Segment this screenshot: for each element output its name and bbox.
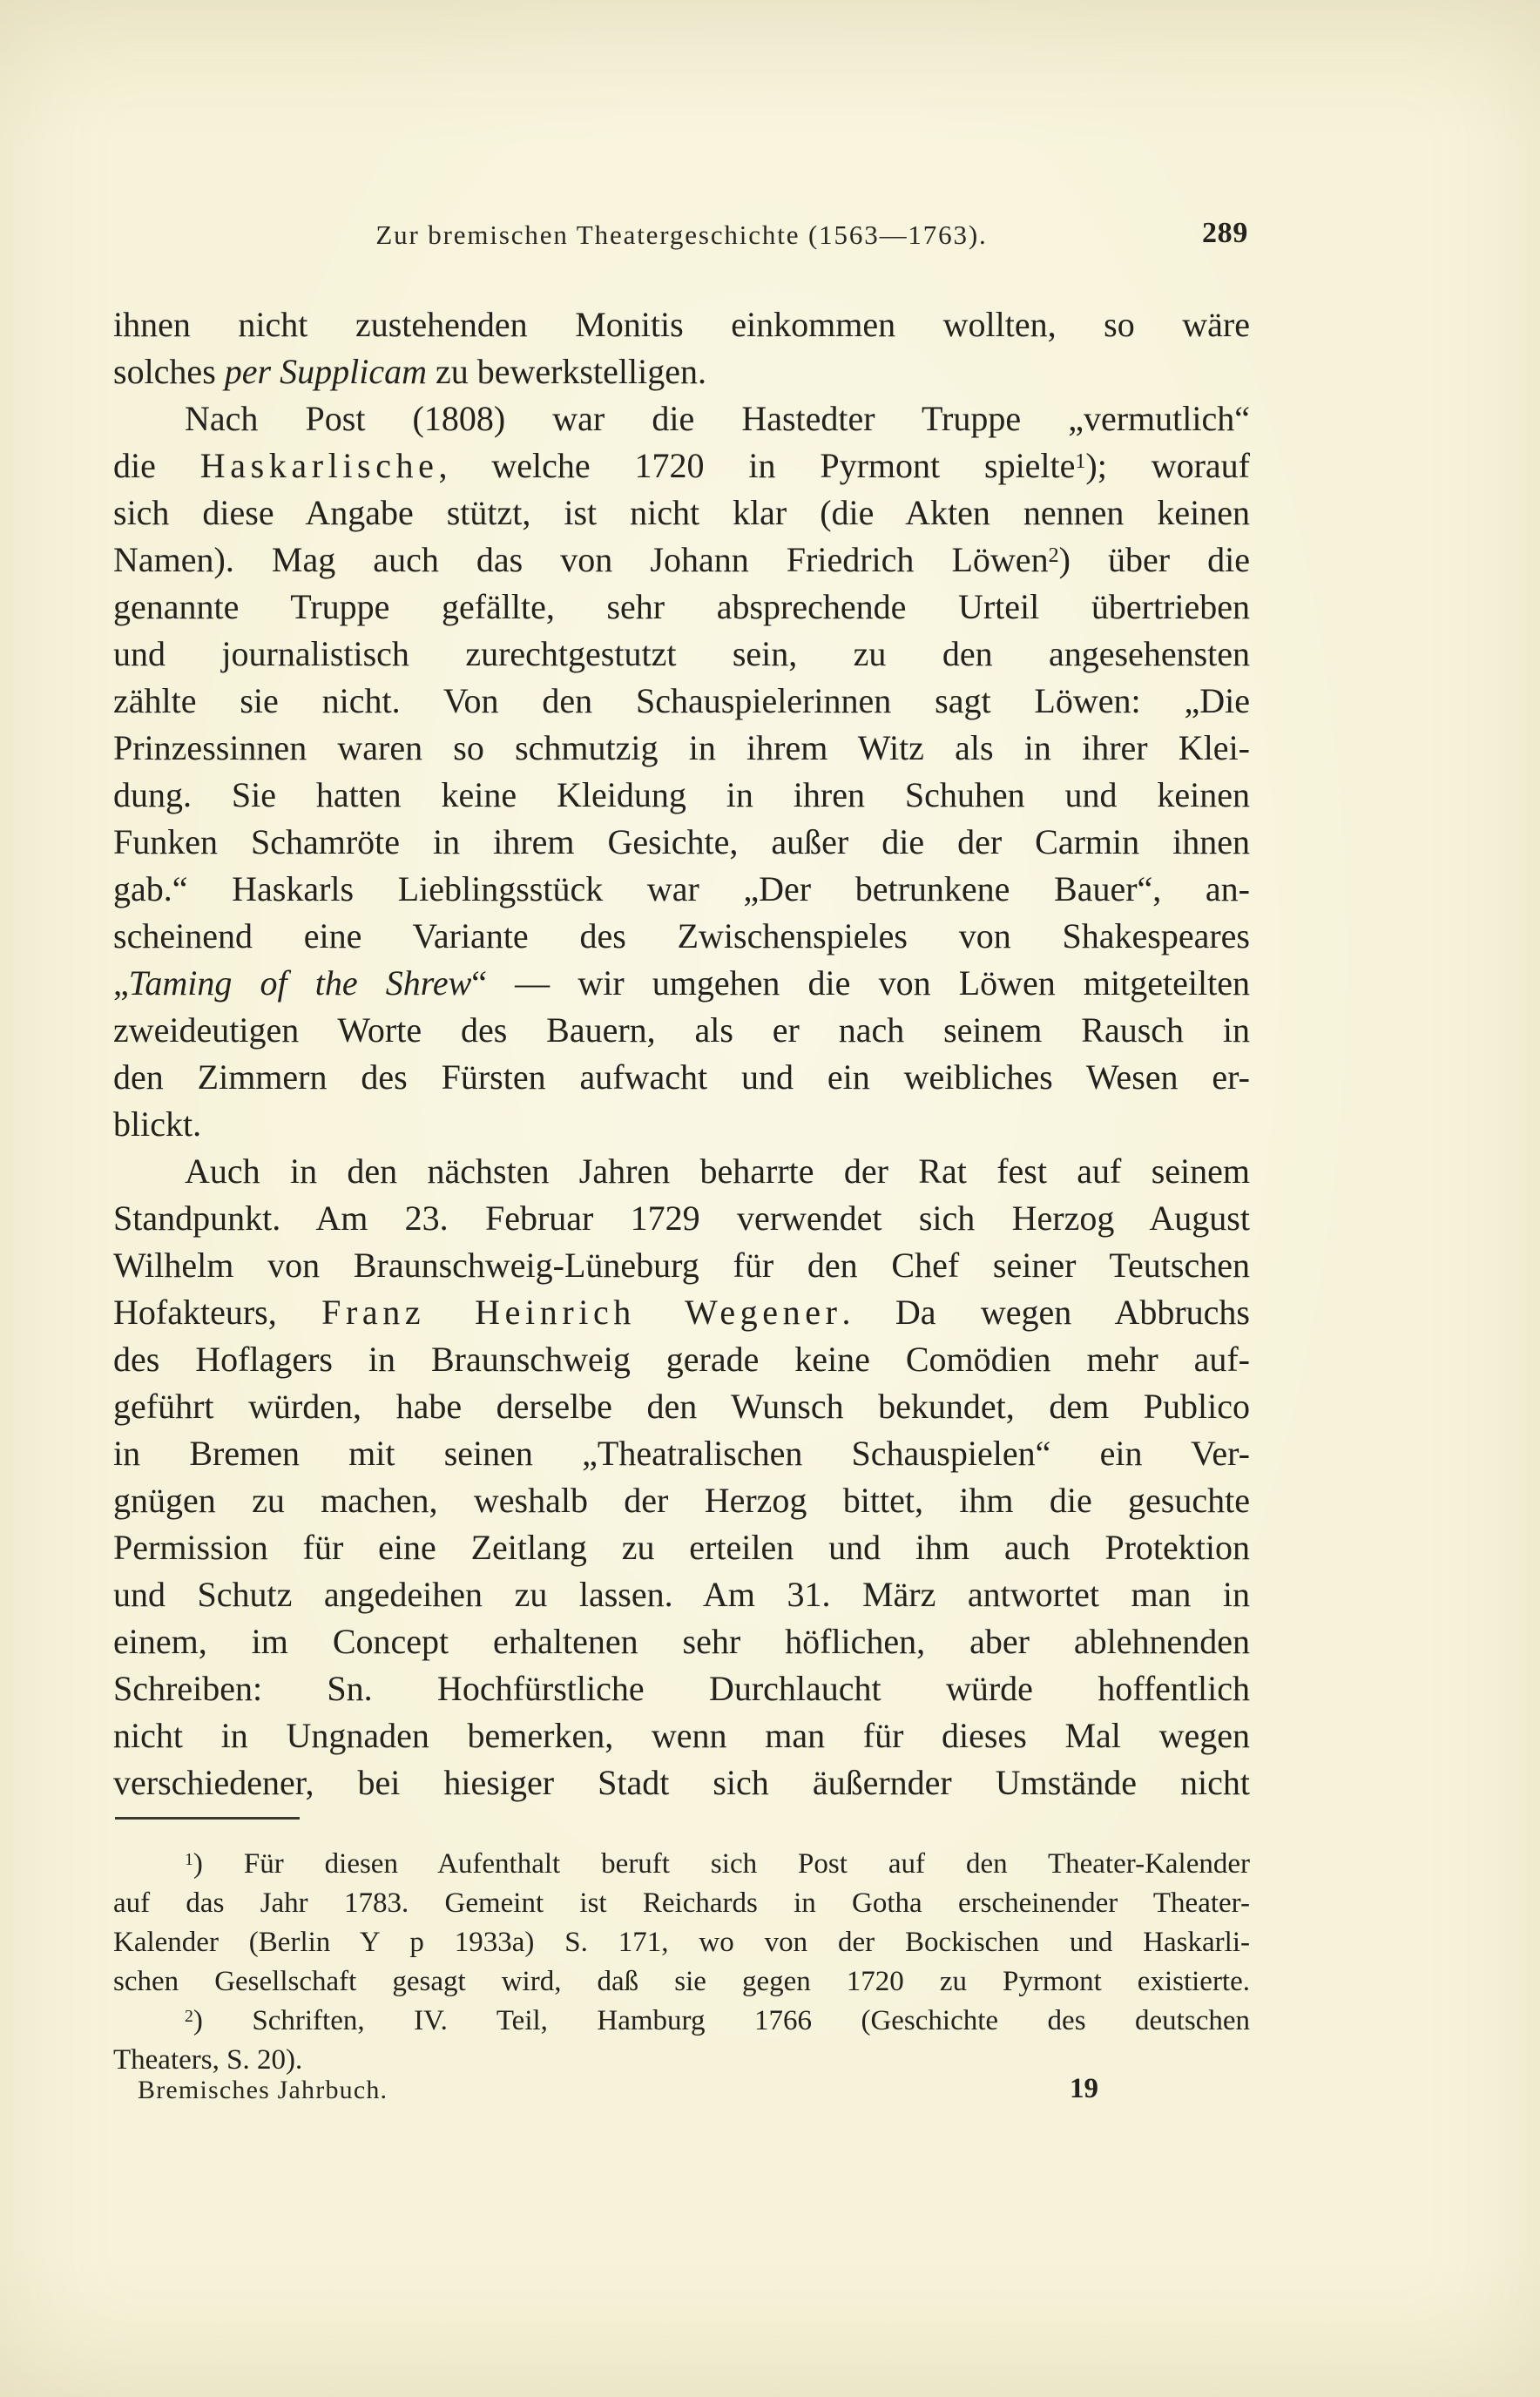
text-run: nicht in Ungnaden bemerken, wenn man für dieses Mal wegen [113, 1716, 1250, 1755]
footnote-marker: 2 [185, 2007, 193, 2027]
text-run: Prinzessinnen waren so schmutzig in ihrem Witz als in ihrer Klei- [113, 728, 1250, 767]
running-title: Zur bremischen Theatergeschichte (1563—1763). [375, 219, 988, 250]
text-line [113, 1884, 1250, 1923]
text-run: Wilhelm von Braunschweig-Lüneburg für den Chef seiner Teutschen [113, 1246, 1250, 1285]
text-run: Kalender (Berlin Y p 1933a) S. 171, wo von der Bockischen und Haskarli- [113, 1927, 1250, 1958]
text-line [113, 1336, 1250, 1383]
text-line [113, 631, 1250, 678]
text-line [113, 1712, 1250, 1759]
text-run: den Zimmern des Fürsten aufwacht und ein weibliches Wesen er- [113, 1057, 1250, 1097]
text-run: die [113, 446, 200, 485]
text-run: ihnen nicht zustehenden Monitis einkommen wollten, so wäre [113, 305, 1250, 344]
footnote-marker: 1 [1075, 450, 1086, 474]
text-run: Haskarlische [199, 446, 439, 485]
page-header [113, 219, 1250, 258]
text-line [113, 348, 1250, 395]
text-line [113, 301, 1250, 348]
text-line [113, 584, 1250, 631]
footnotes-block [113, 1845, 1250, 2080]
imprint-label: Bremisches Jahrbuch. [138, 2076, 388, 2104]
text-run: einem, im Concept erhaltenen sehr höflichen, aber ablehnenden [113, 1622, 1250, 1661]
text-run: Nach Post (1808) war die Hastedter Truppe „vermutlich“ [185, 399, 1250, 438]
text-run: ) Für diesen Aufenthalt beruft sich Post auf den Theater-Kalender [192, 1848, 1250, 1880]
text-line [113, 1430, 1250, 1477]
text-run: geführt würden, habe derselbe den Wunsch bekundet, dem Publico [113, 1387, 1250, 1426]
text-run: . Da wegen Abbruchs [841, 1293, 1250, 1332]
page-number: 289 [1201, 217, 1248, 249]
text-run: verschiedener, bei hiesiger Stadt sich äußernder Umstände nicht [113, 1763, 1250, 1802]
text-line [113, 678, 1250, 725]
signature-number: 19 [1070, 2073, 1098, 2104]
text-run: “ — wir umgehen die von Löwen mitgeteilten [471, 963, 1250, 1003]
text-run: gab.“ Haskarls Lieblingsstück war „Der betrunkene Bauer“, an- [113, 869, 1250, 908]
text-run: und journalistisch zurechtgestutzt sein, zu den angesehensten [113, 634, 1250, 673]
text-line [113, 772, 1250, 819]
text-line [113, 1148, 1250, 1195]
text-run: scheinend eine Variante des Zwischenspieles von Shakespeares [113, 916, 1250, 955]
text-run: , welche 1720 in Pyrmont spielte [438, 446, 1076, 485]
text-line [113, 1195, 1250, 1242]
text-line [113, 1242, 1250, 1289]
text-line [113, 913, 1250, 960]
text-run: Standpunkt. Am 23. Februar 1729 verwendet sich Herzog August [113, 1198, 1250, 1238]
text-line [113, 1007, 1250, 1054]
body-text-block [113, 301, 1250, 1806]
text-line [113, 1618, 1250, 1665]
text-run: per Supplicam [224, 352, 427, 391]
text-run: Auch in den nächsten Jahren beharrte der Rat fest auf seinem [185, 1151, 1250, 1191]
text-run: solches [113, 352, 225, 391]
text-line [113, 395, 1250, 442]
text-run: schen Gesellschaft gesagt wird, daß sie gegen 1720 zu Pyrmont existierte. [113, 1966, 1250, 1997]
text-line [113, 1845, 1250, 1884]
text-line [113, 1524, 1250, 1571]
text-run: Namen). Mag auch das von Johann Friedrich Löwen [113, 540, 1049, 579]
text-run: Theaters, S. 20). [113, 2044, 303, 2076]
text-run: auf das Jahr 1783. Gemeint ist Reichards in Gotha erscheinender Theater- [113, 1887, 1250, 1919]
text-run: Taming of the Shrew [128, 963, 472, 1003]
text-run: genannte Truppe gefällte, sehr absprechende Urteil übertrieben [113, 587, 1250, 626]
footnote-separator-rule [115, 1817, 300, 1820]
text-line [113, 490, 1250, 537]
text-run: ) über die [1058, 540, 1251, 579]
text-line [113, 1923, 1250, 1962]
text-run: ) Schriften, IV. Teil, Hamburg 1766 (Geschichte des deutschen [192, 2005, 1250, 2036]
text-run: sich diese Angabe stützt, ist nicht klar (die Akten nennen keinen [113, 493, 1250, 532]
footnote-marker: 1 [185, 1850, 193, 1870]
text-run: Permission für eine Zeitlang zu erteilen und ihm auch Protektion [113, 1528, 1250, 1567]
text-run: Schreiben: Sn. Hochfürstliche Durchlaucht würde hoffentlich [113, 1669, 1250, 1708]
text-run: zählte sie nicht. Von den Schauspielerinnen sagt Löwen: „Die [113, 681, 1250, 720]
text-line [113, 819, 1250, 866]
text-line [113, 1759, 1250, 1806]
text-run: blickt. [113, 1104, 202, 1144]
text-line [113, 442, 1250, 490]
text-line [113, 1289, 1250, 1336]
text-line [113, 960, 1250, 1007]
text-run: gnügen zu machen, weshalb der Herzog bittet, ihm die gesuchte [113, 1481, 1250, 1520]
text-run: zweideutigen Worte des Bauern, als er nach seinem Rausch in [113, 1010, 1250, 1050]
page-footer [113, 2073, 1250, 2108]
text-run: und Schutz angedeihen zu lassen. Am 31. März antwortet man in [113, 1575, 1250, 1614]
text-run: Franz Heinrich Wegener [321, 1293, 842, 1332]
text-line [113, 1054, 1250, 1101]
text-run: zu bewerkstelligen. [426, 352, 706, 391]
text-run: des Hoflagers in Braunschweig gerade keine Comödien mehr auf- [113, 1340, 1250, 1379]
text-line [113, 1665, 1250, 1712]
text-line [113, 1962, 1250, 2002]
text-line [113, 725, 1250, 772]
text-run: Hofakteurs, [113, 1293, 322, 1332]
text-run: ); worauf [1085, 446, 1250, 485]
text-line [113, 866, 1250, 913]
text-run: in Bremen mit seinen „Theatralischen Schauspielen“ ein Ver- [113, 1434, 1250, 1473]
text-line [113, 1571, 1250, 1618]
text-run: dung. Sie hatten keine Kleidung in ihren Schuhen und keinen [113, 775, 1250, 814]
text-line [113, 1101, 1250, 1148]
text-run: Funken Schamröte in ihrem Gesichte, außer die der Carmin ihnen [113, 822, 1250, 861]
text-run: „ [113, 963, 129, 1003]
text-line [113, 1477, 1250, 1524]
footnote-marker: 2 [1048, 544, 1059, 568]
text-line [113, 1383, 1250, 1430]
text-line [113, 537, 1250, 584]
text-line [113, 2002, 1250, 2041]
